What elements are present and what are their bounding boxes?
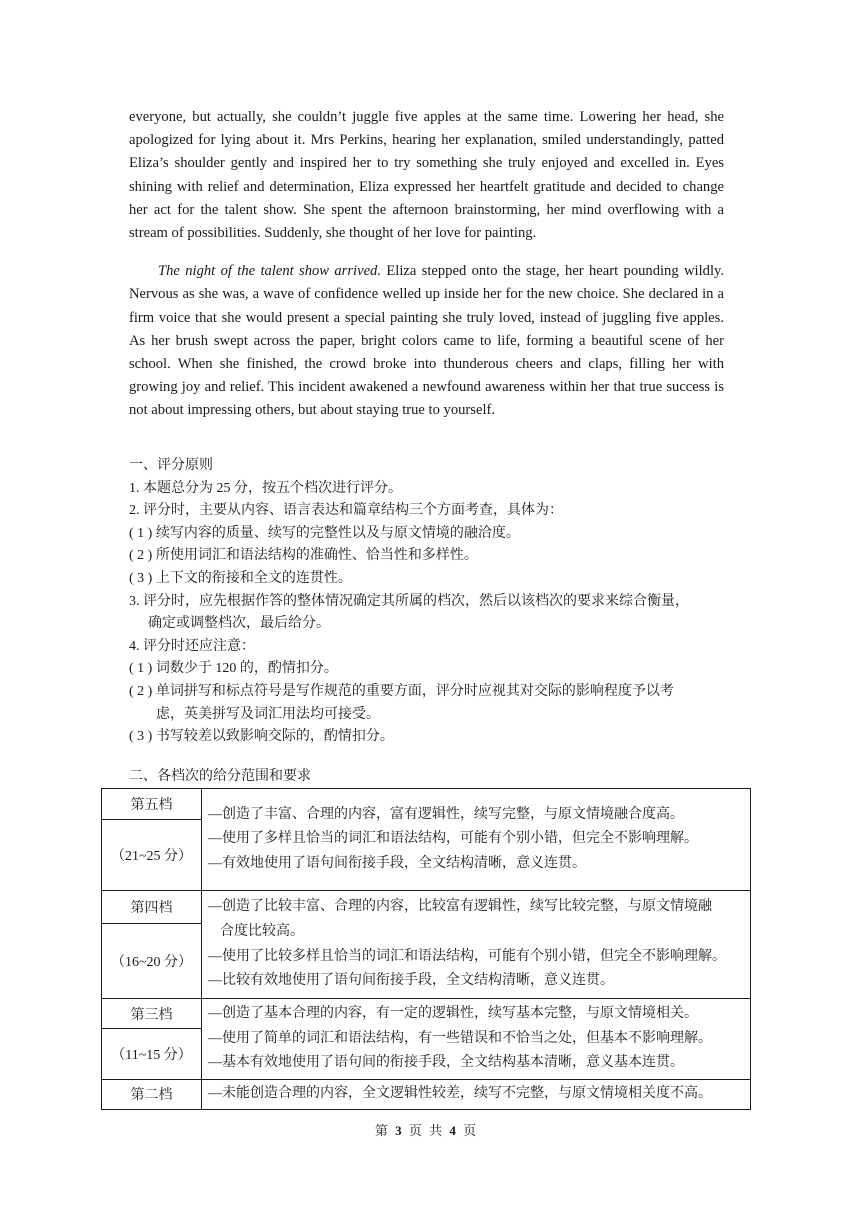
description-line: —创造了丰富、合理的内容，富有逻辑性，续写完整，与原文情境融合度高。 — [208, 806, 684, 822]
principle-1: 1. 本题总分为 25 分，按五个档次进行评分。 — [129, 480, 402, 496]
scoring-principles — [129, 455, 749, 749]
footer-mid: 页 共 — [408, 1123, 445, 1138]
description-line: —创造了比较丰富、合理的内容，比较富有逻辑性，续写比较完整，与原文情境融 — [208, 899, 712, 915]
principle-4-item-1: ( 1 ) 词数少于 120 的，酌情扣分。 — [129, 661, 338, 677]
description-line: —未能创造合理的内容，全文逻辑性较差，续写不完整，与原文情境相关度不高。 — [208, 1086, 712, 1101]
footer-suffix: 页 — [463, 1123, 479, 1138]
principle-4-item-3: ( 3 ) 书写较差以致影响交际的，酌情扣分。 — [129, 729, 394, 745]
grade-2-label: 第二档 — [102, 1080, 202, 1110]
principle-2-item-1: ( 1 ) 续写内容的质量、续写的完整性以及与原文情境的融洽度。 — [129, 525, 520, 541]
grade-3-range: （11~15 分） — [102, 1029, 202, 1080]
principle-2-item-2: ( 2 ) 所使用词汇和语法结构的准确性、恰当性和多样性。 — [129, 548, 478, 564]
essay-paragraph-2 — [129, 260, 724, 422]
description-line: —使用了简单的词汇和语法结构，有一些错误和不恰当之处，但基本不影响理解。 — [208, 1030, 712, 1046]
page-footer — [0, 1120, 853, 1139]
principle-4-item-2-continued: 虑，英美拼写及词汇用法均可接受。 — [156, 706, 380, 722]
description-line: —有效地使用了语句间衔接手段，全文结构清晰，意义连贯。 — [208, 855, 586, 871]
grade-5-label: 第五档 — [102, 789, 202, 820]
paragraph-body: Eliza stepped onto the stage, her heart pounding wildly. Nervous as she was, a wave of confidence welled up inside her for the new choice. She declared in a firm voice that she would present a special painting she truly loved, instead of juggling five apples. As her brush swept across the paper, bright colors came to life, forming a beautiful scene of her school. When she finished, the crowd broke into thunderous cheers and claps, filling her with growing joy and relief. This incident awakened a newfound awareness within her that true success is not about impressing others, but about staying true to yourself. — [129, 263, 724, 419]
principle-2: 2. 评分时，主要从内容、语言表达和篇章结构三个方面考查，具体为： — [129, 503, 563, 519]
grade-4-description — [202, 891, 751, 999]
paragraph-lead-sentence: The night of the talent show arrived. — [158, 263, 381, 280]
description-line: —使用了多样且恰当的词汇和语法结构，可能有个别小错，但完全不影响理解。 — [208, 831, 698, 847]
grade-3-label: 第三档 — [102, 999, 202, 1029]
current-page-number: 3 — [395, 1123, 404, 1138]
table-row — [102, 789, 751, 820]
footer-prefix: 第 — [374, 1123, 390, 1138]
principle-2-item-3: ( 3 ) 上下文的衔接和全文的连贯性。 — [129, 570, 352, 586]
essay-paragraph-1: everyone, but actually, she couldn’t juggle five apples at the same time. Lowering her head, she apologized for lying about it. Mrs Perkins, hearing her explanation, smiled understandingly, patted Eliza’s shoulder gently and inspired her to try something she truly enjoyed and excelled in. Eyes shining with relief and determination, Eliza expressed her heartfelt gratitude and decided to change her act for the talent show. She spent the afternoon brainstorming, her mind overflowing with a stream of possibilities. Suddenly, she thought of her love for painting. — [129, 109, 724, 242]
grade-4-label: 第四档 — [102, 891, 202, 924]
grade-4-range: （16~20 分） — [102, 924, 202, 999]
section-2-title: 二、各档次的给分范围和要求 — [129, 769, 311, 784]
total-page-number: 4 — [449, 1123, 458, 1138]
grade-5-description — [202, 789, 751, 891]
table-row — [102, 891, 751, 924]
description-line: —使用了比较多样且恰当的词汇和语法结构，可能有个别小错，但完全不影响理解。 — [208, 948, 726, 964]
principle-4-item-2: ( 2 ) 单词拼写和标点符号是写作规范的重要方面，评分时应视其对交际的影响程度予以考 — [129, 683, 674, 699]
description-line: —基本有效地使用了语句间的衔接手段，全文结构基本清晰，意义基本连贯。 — [208, 1055, 684, 1071]
grade-3-description — [202, 999, 751, 1080]
table-row — [102, 999, 751, 1029]
essay-text — [129, 106, 724, 423]
grade-table — [101, 788, 751, 1110]
principle-4: 4. 评分时还应注意： — [129, 638, 255, 654]
description-line: —创造了基本合理的内容，有一定的逻辑性，续写基本完整，与原文情境相关。 — [208, 1006, 698, 1022]
grade-2-description — [202, 1080, 751, 1110]
description-line: 合度比较高。 — [220, 923, 304, 939]
table-row — [102, 1080, 751, 1110]
grade-5-range: （21~25 分） — [102, 820, 202, 891]
principle-3: 3. 评分时，应先根据作答的整体情况确定其所属的档次，然后以该档次的要求来综合衡量， — [129, 593, 689, 609]
principle-3-continued: 确定或调整档次，最后给分。 — [148, 616, 330, 632]
description-line: —比较有效地使用了语句间衔接手段，全文结构清晰，意义连贯。 — [208, 973, 614, 989]
section-title: 一、评分原则 — [129, 458, 213, 473]
